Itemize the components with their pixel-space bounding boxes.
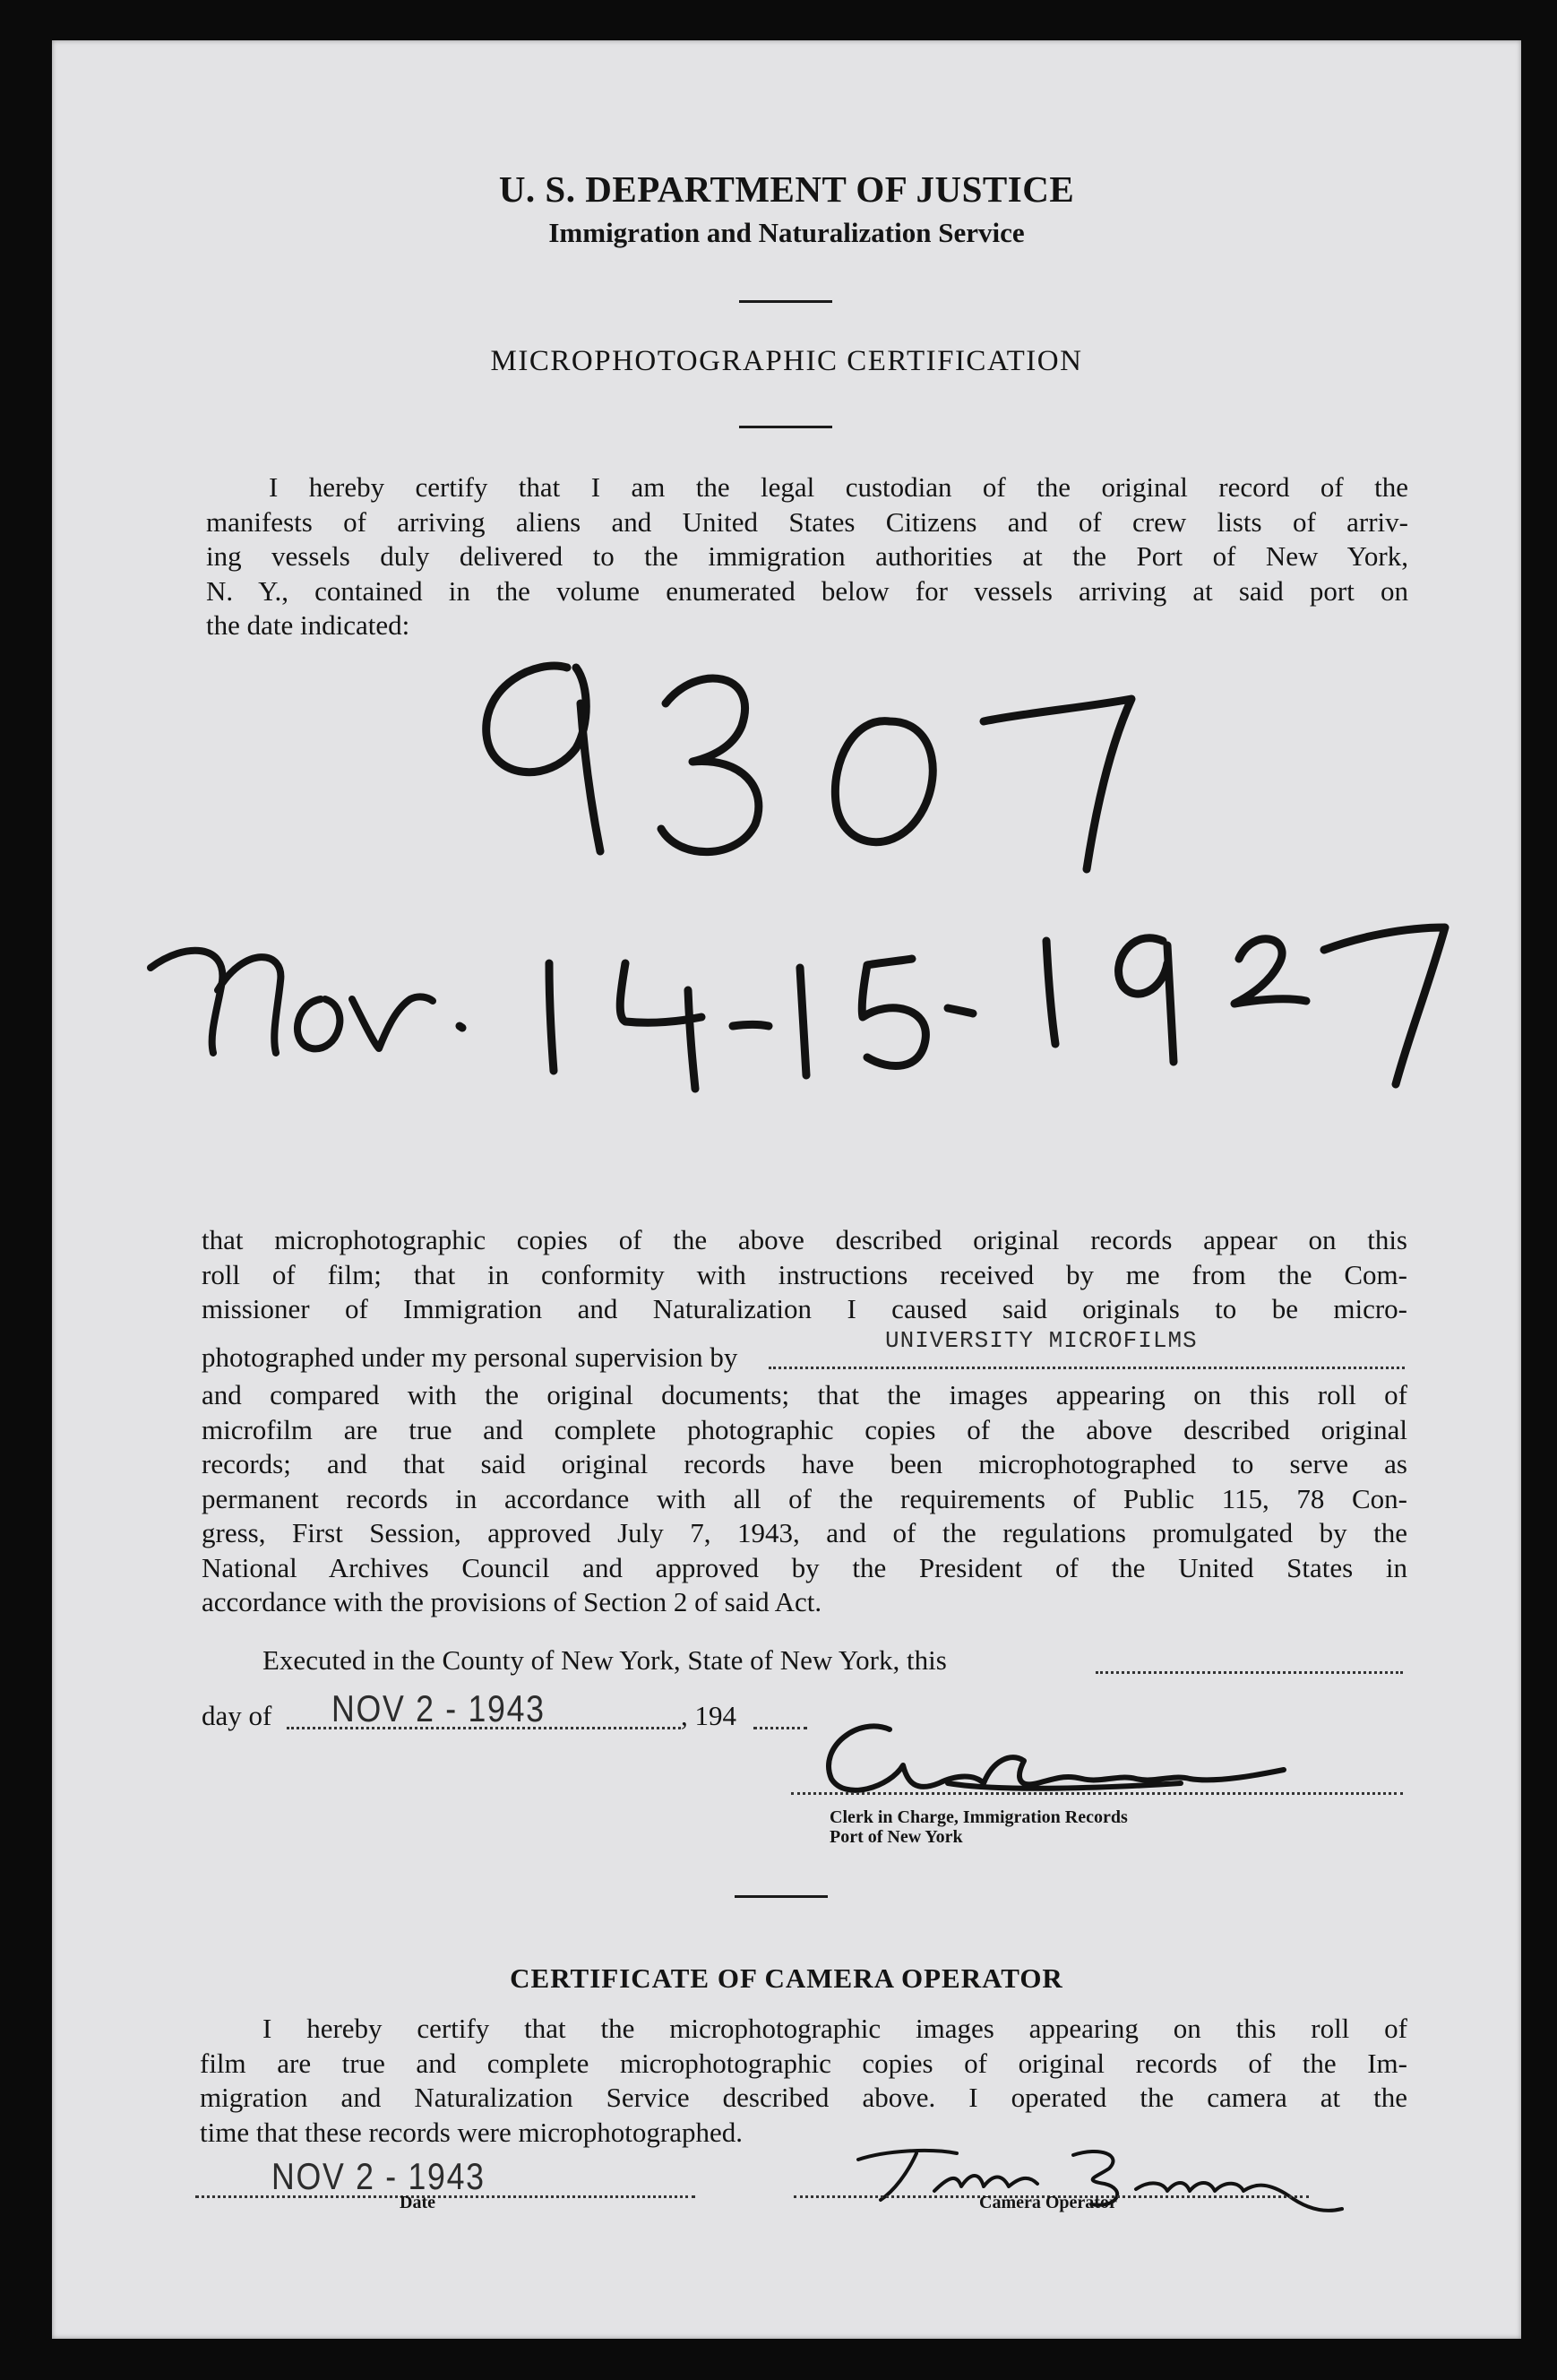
certification-title: MICROPHOTOGRAPHIC CERTIFICATION xyxy=(490,345,1083,377)
operator-date-stamp: NOV 2 - 1943 xyxy=(271,2155,486,2197)
supervision-text: photographed under my personal supervision by xyxy=(202,1341,738,1373)
department-heading: U. S. DEPARTMENT OF JUSTICE xyxy=(498,168,1075,210)
cont-line-5: gress, First Session, approved July 7, 1943, and of the regulations promulgated by the xyxy=(202,1517,1407,1548)
clerk-title-line-2: Port of New York xyxy=(830,1827,963,1847)
certification-document xyxy=(52,40,1521,2339)
clerk-title-line-1: Clerk in Charge, Immigration Records xyxy=(830,1807,1128,1827)
service-subheading: Immigration and Naturalization Service xyxy=(548,217,1025,248)
year-prefix: , 194 xyxy=(681,1700,736,1731)
intro-line-1: I hereby certify that I am the legal custodian of the original record of the xyxy=(269,471,1408,503)
intro-line-3: ing vessels duly delivered to the immigration authorities at the Port of New York, xyxy=(206,540,1408,572)
cont-line-4: permanent records in accordance with all of the requirements of Public 115, 78 Con- xyxy=(202,1482,1407,1514)
microfilm-company: UNIVERSITY MICROFILMS xyxy=(885,1327,1198,1354)
camera-operator-title: CERTIFICATE OF CAMERA OPERATOR xyxy=(510,1962,1063,1994)
camera-operator-signature xyxy=(52,40,1521,2339)
camera-line-1: I hereby certify that the microphotographic images appearing on this roll of xyxy=(262,2013,1407,2044)
intro-line-4: N. Y., contained in the volume enumerated below for vessels arriving at said port on xyxy=(206,574,1408,607)
operator-signature-label: Camera Operator xyxy=(979,2193,1117,2212)
main-line-1: that microphotographic copies of the above described original records appear on this xyxy=(202,1224,1407,1255)
cont-line-6: National Archives Council and approved by the President of the United States in xyxy=(202,1551,1407,1583)
operator-date-label: Date xyxy=(400,2193,435,2212)
cont-line-3: records; and that said original records have been microphotographed to serve as xyxy=(202,1448,1407,1479)
intro-line-2: manifests of arriving aliens and United States Citizens and of crew lists of arriv- xyxy=(206,505,1408,538)
intro-line-5: the date indicated: xyxy=(206,609,410,641)
day-of-label: day of xyxy=(202,1700,272,1731)
main-line-3: missioner of Immigration and Naturalization I caused said originals to be micro- xyxy=(202,1293,1407,1324)
camera-line-3: migration and Naturalization Service described above. I operated the camera at the xyxy=(200,2082,1407,2113)
camera-line-4: time that these records were microphotographed. xyxy=(200,2116,743,2148)
cont-line-2: microfilm are true and complete photographic copies of the above described original xyxy=(202,1413,1407,1445)
main-line-2: roll of film; that in conformity with instructions received by me from the Com- xyxy=(202,1258,1407,1290)
cont-line-7: accordance with the provisions of Section 2 of said Act. xyxy=(202,1586,822,1617)
day-of-date-stamp: NOV 2 - 1943 xyxy=(331,1687,546,1729)
camera-line-2: film are true and complete microphotographic copies of original records of the Im- xyxy=(200,2047,1407,2079)
executed-statement: Executed in the County of New York, State of New York, this xyxy=(262,1644,947,1676)
cont-line-1: and compared with the original documents; that the images appearing on this roll of xyxy=(202,1379,1407,1410)
